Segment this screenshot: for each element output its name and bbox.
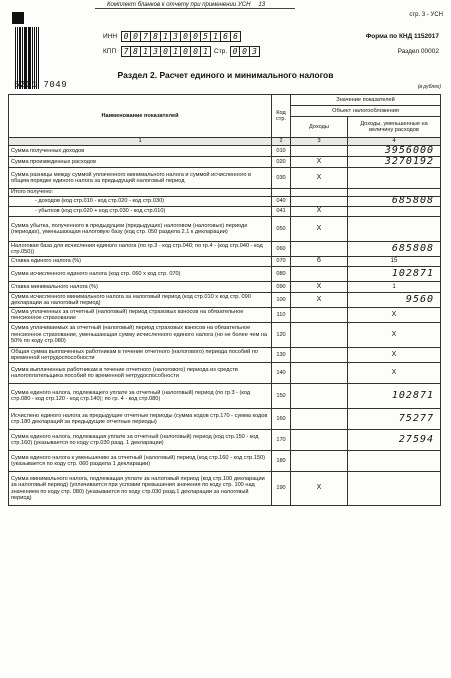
income-value-cell[interactable]	[291, 430, 348, 451]
inn-digit-cell[interactable]: 3	[171, 31, 181, 42]
table-row	[9, 217, 441, 242]
col-number: 3	[291, 138, 348, 146]
page-digit-cell[interactable]: 3	[250, 46, 260, 57]
row-code: 160	[272, 409, 291, 430]
row-label: Сумма единого налога к уменьшению за отчетный (налоговый) период (код стр.160 - код стр.150) (указывается по коду стр. 060 раздела 1 декларации)	[9, 451, 272, 472]
tax-calculation-table	[8, 94, 441, 506]
row-label: Сумма разницы между суммой уплаченного минимального налога и суммой исчисленного в общем порядке единого налога за предыдущий налоговый период	[9, 168, 272, 189]
table-row	[9, 197, 441, 207]
form-code: Форма по КНД 1152017	[365, 33, 439, 40]
table-row	[9, 384, 441, 409]
registration-mark	[12, 12, 24, 24]
income-minus-expenses-value-cell[interactable]	[348, 207, 441, 217]
income-value-cell[interactable]	[291, 267, 348, 282]
income-minus-expenses-value-cell[interactable]: 75277	[348, 409, 441, 430]
inn-digit-cell[interactable]: 8	[151, 31, 161, 42]
inn-digit-cell[interactable]: 6	[231, 31, 241, 42]
table-row	[9, 207, 441, 217]
table-row	[9, 242, 441, 257]
inn-digit-cell[interactable]: 0	[181, 31, 191, 42]
kpp-digit-cell[interactable]: 3	[151, 46, 161, 57]
income-value-cell[interactable]: X	[291, 207, 348, 217]
row-code: 070	[272, 257, 291, 267]
section-title: Раздел 2. Расчет единого и минимального налогов	[117, 70, 334, 80]
income-minus-expenses-value-cell[interactable]: 9560	[348, 293, 441, 308]
income-minus-expenses-value-cell[interactable]: 685808	[348, 242, 441, 257]
col-header-value: Значение показателей	[291, 95, 441, 106]
table-row	[9, 267, 441, 282]
income-value-cell[interactable]	[291, 146, 348, 157]
income-value-cell[interactable]	[291, 308, 348, 323]
table-row	[9, 363, 441, 384]
row-label: Налоговая база для исчисления единого налога (по гр.3 - код стр.040; по гр.4 - (код стр.040 - код стр.050))	[9, 242, 272, 257]
table-row	[9, 189, 441, 197]
income-value-cell[interactable]: X	[291, 282, 348, 293]
table-row	[9, 157, 441, 168]
income-minus-expenses-value-cell[interactable]	[348, 168, 441, 189]
row-code: 050	[272, 217, 291, 242]
row-code: 060	[272, 242, 291, 257]
row-label: Сумма произведенных расходов	[9, 157, 272, 168]
row-code: 170	[272, 430, 291, 451]
table-row	[9, 430, 441, 451]
income-value-cell[interactable]	[291, 384, 348, 409]
row-code: 090	[272, 282, 291, 293]
table-row	[9, 168, 441, 189]
row-label: - убытков (код стр.020 + код стр.030 - код стр.010)	[9, 207, 272, 217]
row-code: 180	[272, 451, 291, 472]
row-code: 100	[272, 293, 291, 308]
row-code: 110	[272, 308, 291, 323]
row-label: Сумма исчисленного минимального налога за налоговый период (код стр.010 х код стр. 090 декларации за налоговый период)	[9, 293, 272, 308]
col-header-object: Объект налогообложения	[291, 106, 441, 117]
inn-digit-cell[interactable]: 0	[191, 31, 201, 42]
table-row	[9, 146, 441, 157]
col-number: 1	[9, 138, 272, 146]
row-code: 190	[272, 472, 291, 506]
barcode-number: 5201 7049	[14, 80, 68, 90]
income-minus-expenses-value-cell[interactable]: X	[348, 363, 441, 384]
income-value-cell[interactable]	[291, 363, 348, 384]
row-label: - доходов (код стр.010 - код стр.020 - код стр.030)	[9, 197, 272, 207]
row-label: Сумма исчисленного единого налога (код стр. 060 х код стр. 070)	[9, 267, 272, 282]
row-label: Исчислено единого налога за предыдущие отчетные периоды (сумма кодов стр.170 - сумма кодов стр.180 деклараций за предыдущие отчетные периоды)	[9, 409, 272, 430]
income-value-cell[interactable]	[291, 451, 348, 472]
col-header-income: Доходы	[291, 117, 348, 138]
row-label: Сумма единого налога, подлежащая уплате за отчетный (налоговый) период (код стр.150 - код стр.160) (указывается по коду стр.030 разд. 1 декларации)	[9, 430, 272, 451]
income-value-cell[interactable]	[291, 197, 348, 207]
inn-digit-cell[interactable]: 7	[141, 31, 151, 42]
income-minus-expenses-value-cell[interactable]	[348, 217, 441, 242]
table-row	[9, 323, 441, 348]
row-code: 040	[272, 197, 291, 207]
row-label: Общая сумма выплаченных работникам в течение отчетного (налогового) периода пособий по временной нетрудоспособности	[9, 348, 272, 363]
col-number: 4	[348, 138, 441, 146]
income-value-cell[interactable]	[291, 189, 348, 197]
income-minus-expenses-value-cell[interactable]	[348, 451, 441, 472]
row-label: Итого получено:	[9, 189, 272, 197]
row-code: 030	[272, 168, 291, 189]
inn-digit-cell[interactable]: 0	[121, 31, 131, 42]
row-label: Ставка минимального налога (%)	[9, 282, 272, 293]
row-label: Сумма минимального налога, подлежащая уплате за налоговый период (код стр.100 декларации за налоговый период) (уплачивается при условии превышения значения по коду стр. 100 над значением по коду стр. 080) (указывается по коду стр.030 разд.1 декларации за налоговый период)	[9, 472, 272, 506]
kpp-digit-cell[interactable]: 1	[141, 46, 151, 57]
row-code: 120	[272, 323, 291, 348]
income-minus-expenses-value-cell[interactable]: X	[348, 348, 441, 363]
page-digit-cell[interactable]: 0	[240, 46, 250, 57]
inn-field[interactable]	[121, 31, 241, 42]
income-value-cell[interactable]: X	[291, 157, 348, 168]
income-minus-expenses-value-cell[interactable]: 102871	[348, 384, 441, 409]
section-code: Раздел 00002	[397, 48, 439, 55]
kpp-digit-cell[interactable]: 1	[171, 46, 181, 57]
page-number-label: Стр.	[214, 48, 228, 55]
income-value-cell[interactable]: X	[291, 168, 348, 189]
income-minus-expenses-value-cell[interactable]: 27594	[348, 430, 441, 451]
header-strip: Комплект бланков к отчету при применении УСН 13	[95, 1, 295, 9]
inn-digit-cell[interactable]: 6	[221, 31, 231, 42]
kpp-digit-cell[interactable]: 0	[181, 46, 191, 57]
col-header-code: Код стр.	[272, 95, 291, 138]
income-minus-expenses-value-cell[interactable]: 102871	[348, 267, 441, 282]
col-header-income-minus-expenses: Доходы, уменьшенные на величину расходов	[348, 117, 441, 138]
income-value-cell[interactable]: X	[291, 293, 348, 308]
income-minus-expenses-value-cell[interactable]: X	[348, 308, 441, 323]
table-row	[9, 409, 441, 430]
table-row	[9, 308, 441, 323]
kpp-digit-cell[interactable]: 8	[131, 46, 141, 57]
page-label: стр. 3 - УСН	[409, 12, 443, 18]
income-value-cell[interactable]: 6	[291, 257, 348, 267]
page-number-field[interactable]	[230, 46, 260, 57]
row-label: Сумма единого налога, подлежащего уплате за отчетный (налоговый) период (по гр.3 - (код стр.080 - код стр.120 - код стр.140); по гр. 4 - код стр.080)	[9, 384, 272, 409]
inn-label: ИНН	[103, 33, 118, 40]
units-label: (в рублях)	[417, 84, 441, 90]
inn-digit-cell[interactable]: 0	[131, 31, 141, 42]
table-row	[9, 472, 441, 506]
row-label: Сумма полученных доходов	[9, 146, 272, 157]
row-code: 010	[272, 146, 291, 157]
income-minus-expenses-value-cell[interactable]: 1	[348, 282, 441, 293]
page-digit-cell[interactable]: 0	[230, 46, 240, 57]
row-label: Сумма уплаченных за отчетный (налоговый) период страховых взносов на обязательное пенсионное страхование	[9, 308, 272, 323]
row-code: 150	[272, 384, 291, 409]
inn-digit-cell[interactable]: 1	[211, 31, 221, 42]
table-row	[9, 348, 441, 363]
table-row	[9, 451, 441, 472]
income-minus-expenses-value-cell[interactable]: 3956000	[348, 146, 441, 157]
row-code	[272, 189, 291, 197]
row-code: 140	[272, 363, 291, 384]
income-minus-expenses-value-cell[interactable]	[348, 472, 441, 506]
row-code: 041	[272, 207, 291, 217]
income-value-cell[interactable]: X	[291, 217, 348, 242]
kpp-digit-cell[interactable]: 7	[121, 46, 131, 57]
row-label: Ставка единого налога (%)	[9, 257, 272, 267]
income-minus-expenses-value-cell[interactable]: X	[348, 323, 441, 348]
row-label: Сумма выплаченных работникам в течение отчетного (налогового) периода из средств налогоплательщика пособий по временной нетрудоспособности	[9, 363, 272, 384]
row-code: 080	[272, 267, 291, 282]
income-value-cell[interactable]: X	[291, 472, 348, 506]
income-minus-expenses-value-cell[interactable]: 3270192	[348, 157, 441, 168]
col-header-name: Наименование показателей	[9, 95, 272, 138]
income-value-cell[interactable]	[291, 242, 348, 257]
income-value-cell[interactable]	[291, 323, 348, 348]
income-value-cell[interactable]	[291, 409, 348, 430]
income-value-cell[interactable]	[291, 348, 348, 363]
kpp-field[interactable]	[121, 46, 211, 57]
kpp-digit-cell[interactable]: 0	[191, 46, 201, 57]
col-number: 2	[272, 138, 291, 146]
inn-digit-cell[interactable]: 5	[201, 31, 211, 42]
inn-digit-cell[interactable]: 1	[161, 31, 171, 42]
income-minus-expenses-value-cell[interactable]: 685808	[348, 197, 441, 207]
kpp-digit-cell[interactable]: 0	[161, 46, 171, 57]
row-label: Сумма уплачиваемых за отчетный (налоговый) период страховых взносов на обязательное пенсионное страхование, уменьшающая сумму исчисленного единого налога (но не более чем на 50% по коду стр.080)	[9, 323, 272, 348]
kpp-digit-cell[interactable]: 1	[201, 46, 211, 57]
row-code: 130	[272, 348, 291, 363]
row-label: Сумма убытка, полученного в предыдущем (предыдущих) налоговом (налоговых) периоде (периодах), уменьшающая налоговую базу (код стр. 050 раздела 2.1 к декларации)	[9, 217, 272, 242]
kpp-label: КПП	[103, 48, 117, 55]
row-code: 020	[272, 157, 291, 168]
income-minus-expenses-value-cell[interactable]: 15	[348, 257, 441, 267]
table-row	[9, 282, 441, 293]
table-row	[9, 293, 441, 308]
table-row	[9, 257, 441, 267]
